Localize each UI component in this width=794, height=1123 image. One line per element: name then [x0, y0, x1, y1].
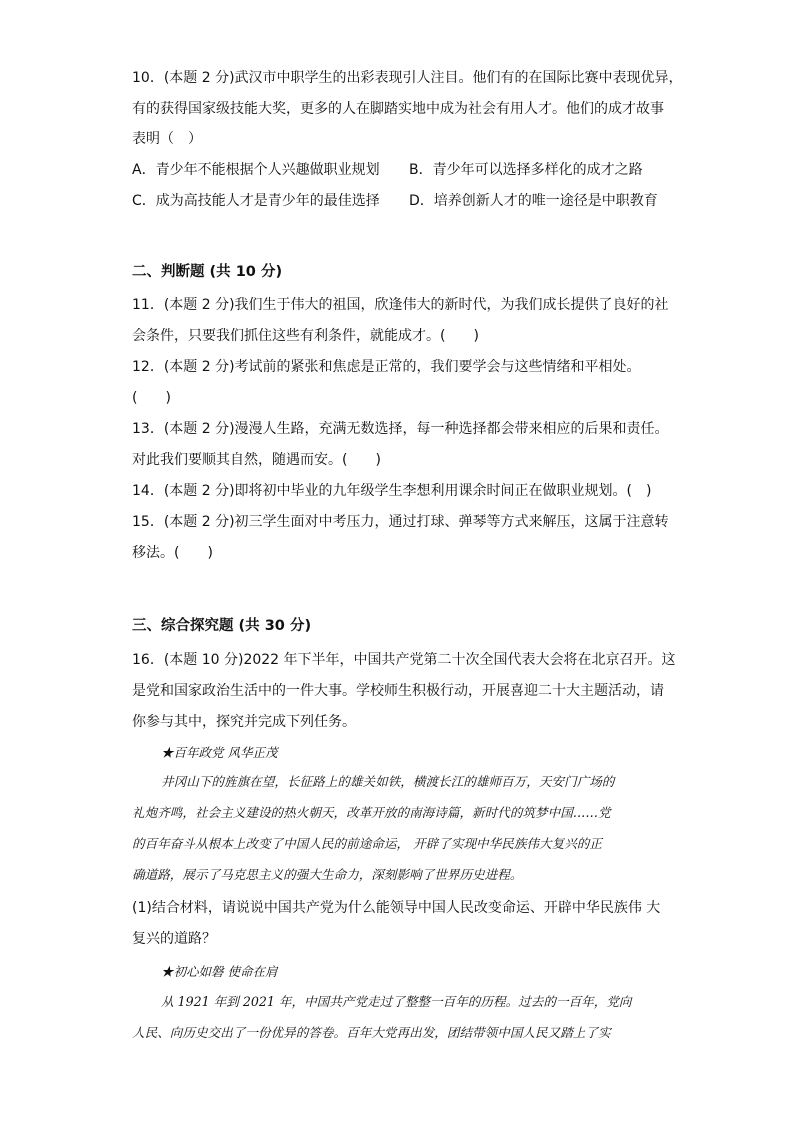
- q16-material-line-1: 井冈山下的旌旗在望，长征路上的雄关如铁，横渡长江的雄师百万，天安门广场的: [161, 774, 615, 789]
- q10-option-d: D．培养创新人才的唯一途径是中职教育: [409, 193, 658, 209]
- q10-option-c: C．成为高技能人才是青少年的最佳选择: [132, 193, 380, 209]
- section-2-title: 二、判断题 (共 10 分): [132, 264, 283, 280]
- q12-line-2: ( ): [132, 390, 171, 406]
- q16-line-3: 你参与其中，探究并完成下列任务。: [132, 714, 356, 730]
- q16-line-1: 16．(本题 10 分)2022 年下半年，中国共产党第二十次全国代表大会将在北京召开。这: [132, 652, 676, 668]
- q10-line-1: 10．(本题 2 分)武汉市中职学生的出彩表现引人注目。他们有的在国际比赛中表现优异，: [132, 70, 683, 86]
- q16-material-line-2: 礼炮齐鸣，社会主义建设的热火朝天，改革开放的南海诗篇，新时代的筑梦中国……党: [132, 805, 611, 820]
- q12-line-1: 12．(本题 2 分)考试前的紧张和焦虑是正常的，我们要学会与这些情绪和平相处。: [132, 359, 641, 375]
- q16-subquestion-1-line-1: (1)结合材料，请说说中国共产党为什么能领导中国人民改变命运、开辟中华民族伟 大: [132, 900, 661, 916]
- q10-line-2: 有的获得国家级技能大奖，更多的人在脚踏实地中成为社会有用人才。他们的成才故事: [132, 101, 664, 117]
- q16-material-line-5: 从 1921 年到 2021 年，中国共产党走过了整整一百年的历程。过去的一百年，党向: [161, 994, 632, 1009]
- q16-material-line-6: 人民、向历史交出了一份优异的答卷。百年大党再出发，团结带领中国人民又踏上了实: [132, 1025, 611, 1040]
- q11-line-2: 会条件，只要我们抓住这些有利条件，就能成才。( ): [132, 328, 479, 344]
- q16-star-heading-2: ★初心如磐 使命在肩: [161, 964, 278, 979]
- q11-line-1: 11．(本题 2 分)我们生于伟大的祖国，欣逢伟大的新时代，为我们成长提供了良好的社: [132, 297, 669, 313]
- q15-line-1: 15．(本题 2 分)初三学生面对中考压力，通过打球、弹琴等方式来解压，这属于注意转: [132, 514, 669, 530]
- section-3-title: 三、综合探究题 (共 30 分): [132, 618, 312, 634]
- q13-line-2: 对此我们要顺其自然，随遇而安。( ): [132, 452, 381, 468]
- q16-subquestion-1-line-2: 复兴的道路？: [132, 931, 216, 947]
- q16-line-2: 是党和国家政治生活中的一件大事。学校师生积极行动，开展喜迎二十大主题活动，请: [132, 683, 664, 699]
- q10-line-3: 表明（ ）: [132, 131, 202, 147]
- q16-material-line-4: 确道路，展示了马克思主义的强大生命力，深刻影响了世界历史进程。: [132, 867, 523, 882]
- q16-star-heading-1: ★百年政党 风华正茂: [161, 745, 278, 760]
- q14-line-1: 14．(本题 2 分)即将初中毕业的九年级学生李想利用课余时间正在做职业规划。( ): [132, 483, 652, 499]
- q13-line-1: 13．(本题 2 分)漫漫人生路，充满无数选择，每一种选择都会带来相应的后果和责任。: [132, 421, 669, 437]
- q15-line-2: 移法。( ): [132, 545, 213, 561]
- q10-option-b: B．青少年可以选择多样化的成才之路: [409, 162, 643, 178]
- q16-material-line-3: 的百年奋斗从根本上改变了中国人民的前途命运， 开辟了实现中华民族伟大复兴的正: [132, 836, 602, 851]
- q10-option-a: A．青少年不能根据个人兴趣做职业规划: [132, 162, 380, 178]
